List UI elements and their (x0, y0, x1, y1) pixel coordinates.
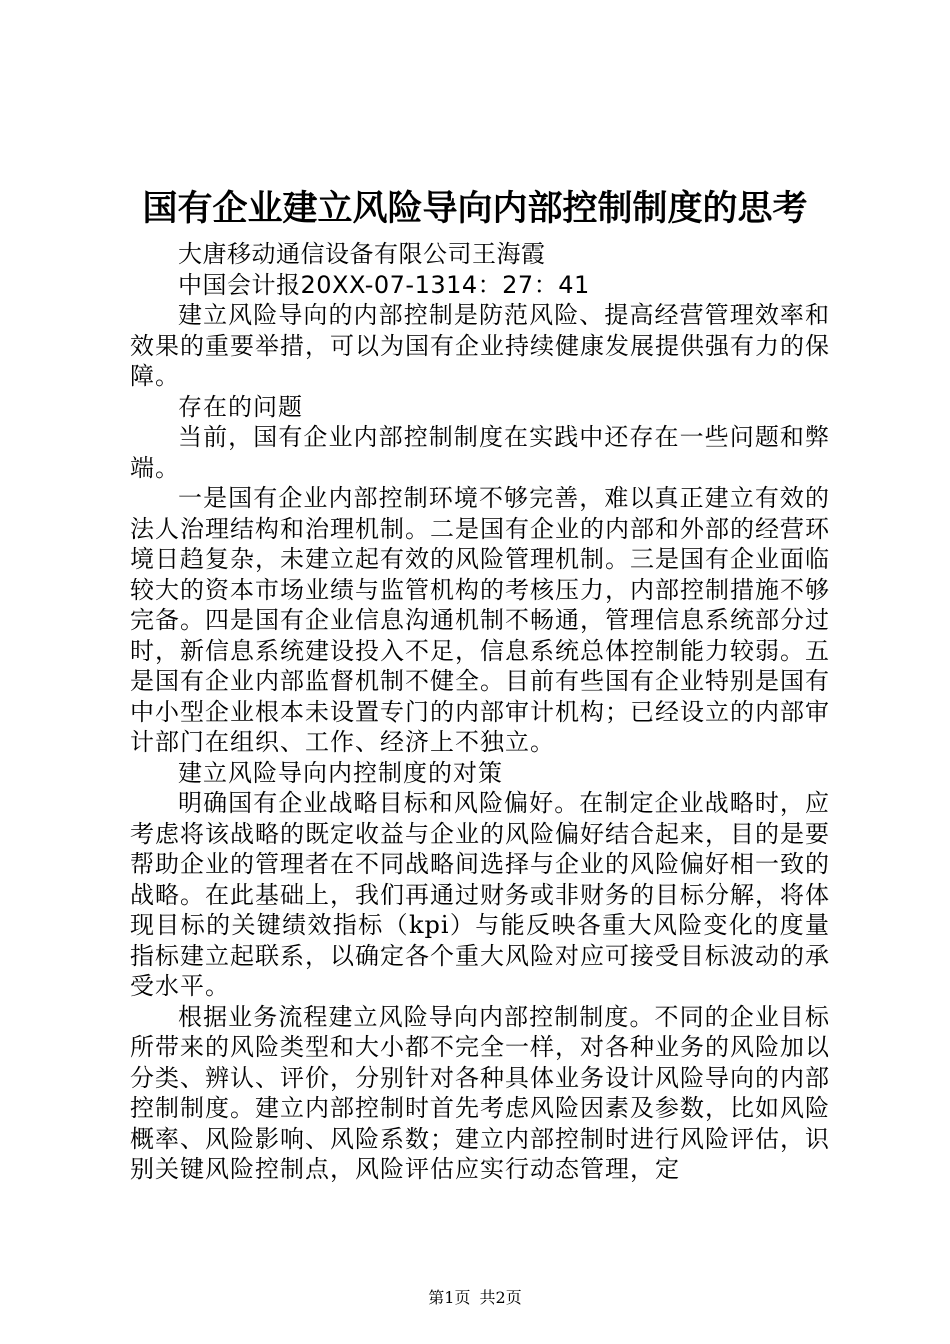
paragraph-problems-list: 一是国有企业内部控制环境不够完善，难以真正建立有效的法人治理结构和治理机制。二是国有企业的内部和外部的经营环境日趋复杂，未建立起有效的风险管理机制。三是国有企业面临较大的资本市场业绩与监管机构的考核压力，内部控制措施不够完备。四是国有企业信息沟通机制不畅通，管理信息系统部分过时，新信息系统建设投入不足，信息系统总体控制能力较弱。五是国有企业内部监督机制不健全。目前有些国有企业特别是国有中小型企业根本未设置专门的内部审计机构；已经设立的内部审计部门在组织、工作、经济上不独立。 (130, 484, 830, 756)
document-title: 国有企业建立风险导向内部控制制度的思考 (142, 189, 808, 229)
paragraph-strategy: 明确国有企业战略目标和风险偏好。在制定企业战略时，应考虑将该战略的既定收益与企业的风险偏好结合起来，目的是要帮助企业的管理者在不同战略间选择与企业的风险偏好相一致的战略。在此基础上，我们再通过财务或非财务的目标分解，将体现目标的关键绩效指标（kpi）与能反映各重大风险变化的度量指标建立起联系，以确定各个重大风险对应可接受目标波动的承受水平。 (130, 789, 830, 1000)
document-body (130, 239, 830, 1185)
paragraph-problems-intro: 当前，国有企业内部控制制度在实践中还存在一些问题和弊端。 (130, 423, 830, 482)
paragraph-intro: 建立风险导向的内部控制是防范风险、提高经营管理效率和效果的重要举措，可以为国有企业持续健康发展提供强有力的保障。 (130, 301, 830, 390)
source-line: 中国会计报20XX-07-1314：27：41 (178, 270, 590, 299)
page-total: 共2页 (479, 1288, 522, 1307)
page-footer (0, 1287, 950, 1309)
section-heading-problems: 存在的问题 (178, 392, 303, 421)
author-line: 大唐移动通信设备有限公司王海霞 (178, 240, 546, 268)
page-number: 第1页 (428, 1288, 471, 1307)
paragraph-business-process: 根据业务流程建立风险导向内部控制制度。不同的企业目标所带来的风险类型和大小都不完全一样，对各种业务的风险加以分类、辨认、评价，分别针对各种具体业务设计风险导向的内部控制制度。建立内部控制时首先考虑风险因素及参数，比如风险概率、风险影响、风险系数；建立内部控制时进行风险评估，识别关键风险控制点，风险评估应实行动态管理，定 (130, 1002, 830, 1183)
section-heading-countermeasures: 建立风险导向内控制度的对策 (178, 758, 503, 787)
